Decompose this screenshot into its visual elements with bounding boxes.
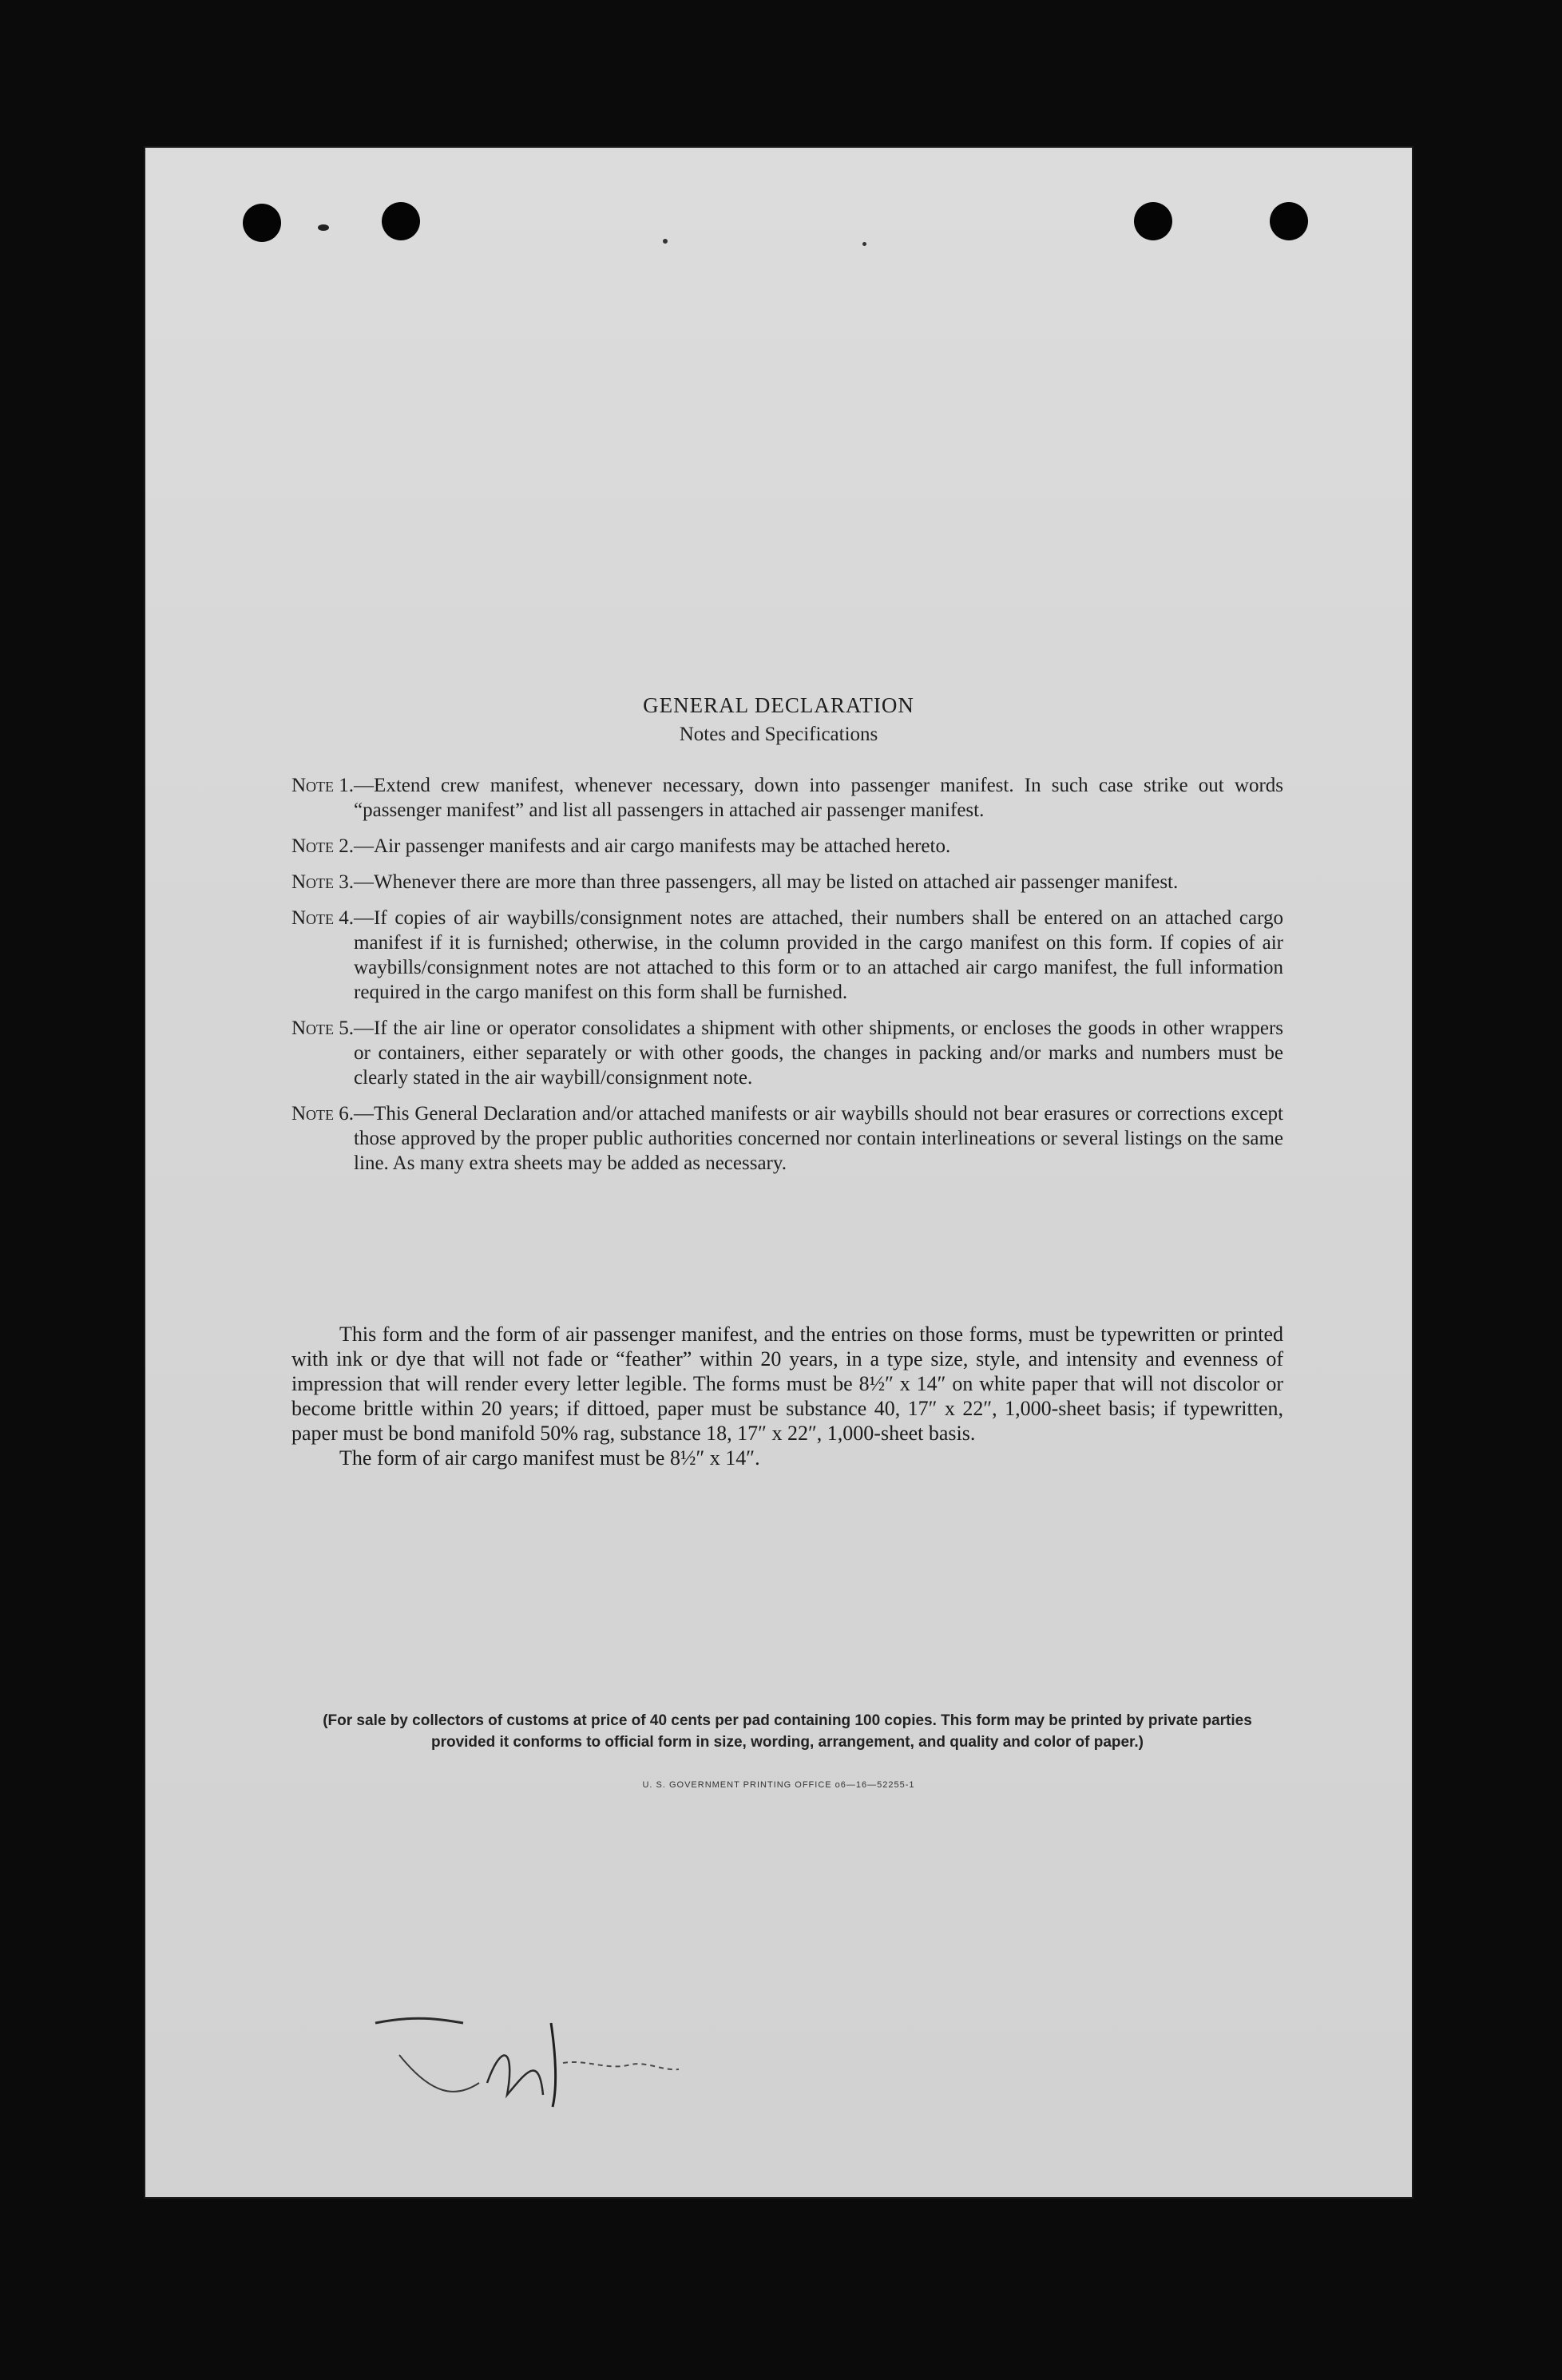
note-text: —This General Declaration and/or attached manifests or air waybills should not bear erasures or corrections except those approved by the proper public authorities concerned nor contain interlineations or several listings on the same line. As many extra sheets may be added as necessary. <box>354 1103 1283 1174</box>
punch-hole-left-1 <box>243 204 281 242</box>
note-3 <box>291 870 1283 894</box>
cargo-form-size-paragraph: The form of air cargo manifest must be 8½″ x 14″. <box>339 1446 760 1470</box>
note-label: Note 4. <box>291 907 355 929</box>
note-label: Note 6. <box>291 1103 355 1125</box>
note-text: —Air passenger manifests and air cargo manifests may be attached hereto. <box>354 835 951 857</box>
paper-speck <box>862 242 866 246</box>
note-label: Note 1. <box>291 775 355 796</box>
punch-hole-right-2 <box>1270 202 1308 240</box>
paper-speck <box>663 239 668 244</box>
note-1 <box>291 773 1283 823</box>
specification-paragraph: This form and the form of air passenger manifest, and the entries on those forms, must be typewritten or printed with ink or dye that will not fade or “feather” within 20 years, in a type size, style, and intensity and evenness of impression that will render every letter legible. The forms must be 8½″ x 14″ on white paper that will not discolor or become brittle within 20 years; if dittoed, paper must be substance 40, 17″ x 22″, 1,000-sheet basis; if typewritten, paper must be bond manifold 50% rag, substance 18, 17″ x 22″, 1,000-sheet basis. <box>291 1323 1283 1445</box>
note-label: Note 3. <box>291 871 355 893</box>
note-text: —If the air line or operator consolidates a shipment with other shipments, or encloses the goods in other wrappers or containers, either separately or with other goods, the changes in packing and/or marks and numbers must be clearly stated in the air waybill/consignment note. <box>354 1017 1283 1089</box>
page-subtitle: Notes and Specifications <box>679 724 878 745</box>
note-label: Note 2. <box>291 835 355 857</box>
specifications-block <box>291 1322 1283 1470</box>
paper-speck <box>318 224 329 231</box>
punch-hole-left-2 <box>382 202 420 240</box>
punch-hole-right-1 <box>1134 202 1172 240</box>
note-text: —Whenever there are more than three passengers, all may be listed on attached air passenger manifest. <box>354 871 1179 893</box>
note-text: —If copies of air waybills/consignment notes are attached, their numbers shall be entered on an attached cargo manifest if it is furnished; otherwise, in the column provided in the cargo manifest on this form. If copies of air waybills/consignment notes are not attached to this form or to an attached air cargo manifest, the full information required in the cargo manifest on this form shall be furnished. <box>354 907 1283 1003</box>
handwritten-signature <box>367 2007 703 2111</box>
note-5 <box>291 1016 1283 1090</box>
document-sheet <box>144 146 1413 2199</box>
note-2 <box>291 834 1283 859</box>
sale-notice: (For sale by collectors of customs at price of 40 cents per pad containing 100 copies. This form may be printed by private parties provided it conforms to official form in size, wording, arrangement, and quality and color of paper.) <box>323 1712 1252 1751</box>
note-text: —Extend crew manifest, whenever necessary, down into passenger manifest. In such case strike out words “passenger manifest” and list all passengers in attached air passenger manifest. <box>354 775 1283 821</box>
notes-list <box>291 773 1283 1187</box>
page-title: GENERAL DECLARATION <box>643 693 914 717</box>
printer-line: U. S. GOVERNMENT PRINTING OFFICE o6—16—52255-1 <box>642 1780 915 1790</box>
note-label: Note 5. <box>291 1017 355 1039</box>
note-4 <box>291 906 1283 1005</box>
note-6 <box>291 1101 1283 1176</box>
